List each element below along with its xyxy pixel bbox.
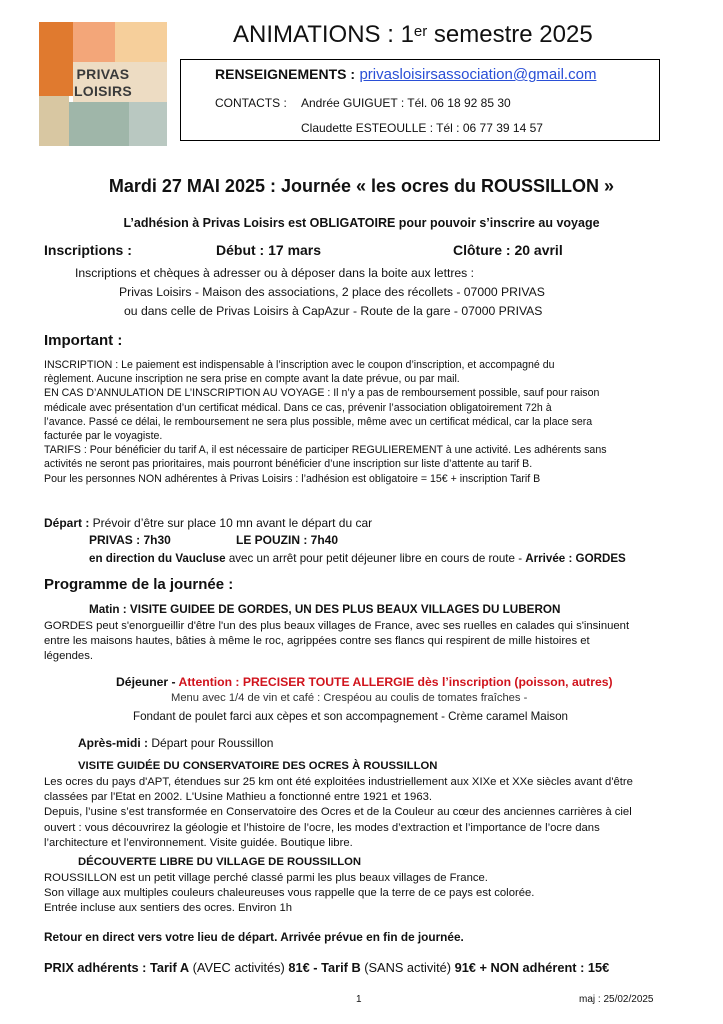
visite-line: classées par l'Etat en 2002. L'Usine Mathieu a fonctionné entre 1921 et 1963. <box>44 791 433 804</box>
decouverte-line: ROUSSILLON est un petit village perché classé parmi les plus beaux villages de France. <box>44 872 488 884</box>
menu-line-2: Fondant de poulet farci aux cèpes et son accompagnement - Crème caramel Maison <box>133 710 568 723</box>
contact-box <box>180 59 660 141</box>
contact-line-1 <box>215 96 511 110</box>
contacts-label: CONTACTS : <box>215 96 287 110</box>
depart-line <box>44 516 372 530</box>
update-date: maj : 25/02/2025 <box>579 994 654 1005</box>
visite-line: Les ocres du pays d'APT, étendues sur 25 km ont été exploitées industriellement aux XIXe et XXe siècles avant d'être <box>44 776 633 788</box>
important-line: facturée par le voyagiste. <box>44 430 163 443</box>
visite-line: Depuis, l’usine s’est transformée en Conservatoire des Ocres et de la Couleur au cœur des anciennes carrières à ciel <box>44 806 632 819</box>
direction-line <box>89 552 626 565</box>
retour-line: Retour en direct vers votre lieu de départ. Arrivée prévue en fin de journée. <box>44 930 464 944</box>
inscriptions-label: Inscriptions : <box>44 242 132 258</box>
important-line: TARIFS : Pour bénéficier du tarif A, il est nécessaire de participer REGULIEREMENT à une activité. Les adhérents sans <box>44 444 607 457</box>
inscriptions-debut: Début : 17 mars <box>216 242 322 258</box>
depart-pouzin: LE POUZIN : 7h40 <box>236 533 339 547</box>
important-heading: Important : <box>44 332 123 349</box>
prix-part-1: PRIX adhérents : Tarif A <box>44 960 190 975</box>
visite-title: VISITE GUIDÉE DU CONSERVATOIRE DES OCRES À ROUSSILLON <box>78 760 438 772</box>
depart-label: Départ : <box>44 516 90 530</box>
visite-line: ouvert : vous découvrirez la géologie et l’histoire de l’ocre, les modes d’extraction et l’importance de l’ocre dans <box>44 821 600 834</box>
inscriptions-line-2: Privas Loisirs - Maison des associations, 2 place des récollets - 07000 PRIVAS <box>119 285 545 299</box>
apres-midi-text: Départ pour Roussillon <box>148 736 274 750</box>
depart-text: Prévoir d’être sur place 10 mn avant le départ du car <box>89 516 373 530</box>
arrivee-label: Arrivée : GORDES <box>525 552 626 565</box>
programme-heading: Programme de la journée : <box>44 576 234 593</box>
prix-part-2: (AVEC activités) <box>189 960 289 975</box>
dejeuner-line <box>116 675 613 689</box>
visite-line: l’architecture et l’environnement. Visite guidée. Boutique libre. <box>44 836 353 849</box>
prix-part-5: 91€ + NON adhérent : 15€ <box>454 960 610 975</box>
page-title: ANIMATIONS : 1er semestre 2025 <box>233 21 593 48</box>
prix-line <box>44 960 609 975</box>
apres-midi-line <box>78 736 273 750</box>
page-number: 1 <box>356 994 362 1005</box>
privas-loisirs-logo <box>39 22 167 146</box>
mandatory-notice: L’adhésion à Privas Loisirs est OBLIGATOIRE pour pouvoir s’inscrire au voyage <box>123 216 600 230</box>
important-line: EN CAS D’ANNULATION DE L’INSCRIPTION AU VOYAGE : Il n’y a pas de remboursement possible, sauf pour raison <box>44 387 600 400</box>
direction-label: en direction du Vaucluse <box>89 552 226 565</box>
email-link[interactable]: privasloisirsassociation@gmail.com <box>359 66 597 83</box>
matin-text <box>44 619 629 665</box>
important-line: INSCRIPTION : Le paiement est indispensable à l’inscription avec le coupon d’inscription, et accompagné du <box>44 359 555 371</box>
menu-line-1: Menu avec 1/4 de vin et café : Crespéou au coulis de tomates fraîches - <box>171 692 528 704</box>
inscriptions-cloture: Clôture : 20 avril <box>453 242 563 258</box>
visite-text <box>44 775 633 851</box>
direction-text: avec un arrêt pour petit déjeuner libre en cours de route - <box>225 552 526 565</box>
decouverte-title: DÉCOUVERTE LIBRE DU VILLAGE DE ROUSSILLON <box>78 856 362 868</box>
logo-word-2: LOISIRS <box>73 83 133 99</box>
contact-1: Andrée GUIGUET : Tél. 06 18 92 85 30 <box>301 96 511 110</box>
inscriptions-line-3: ou dans celle de Privas Loisirs à CapAzur - Route de la gare - 07000 PRIVAS <box>124 304 543 318</box>
depart-privas: PRIVAS : 7h30 <box>89 533 171 547</box>
renseignements-line <box>215 66 596 84</box>
matin-line: GORDES peut s'enorgueillir d'être l'un des plus beaux villages de France, avec ses ruelles en calades qui s'insinuent <box>44 620 630 632</box>
important-line: activités ne seront pas prioritaires, mais pourront bénéficier d’une inscription sur liste d’attente au tarif B. <box>44 458 533 471</box>
matin-line: entre les maisons hautes, bâties à même le roc, agrippées contre ses flancs qui respirent de mille histoires et <box>44 635 590 648</box>
important-line: règlement. Aucune inscription ne sera prise en compte avant la date prévue, ou par mail. <box>44 373 460 386</box>
important-line: Pour les personnes NON adhérentes à Privas Loisirs : l’adhésion est obligatoire = 15€ + inscription Tarif B <box>44 472 541 485</box>
event-title: Mardi 27 MAI 2025 : Journée « les ocres du ROUSSILLON » <box>108 176 615 196</box>
prix-part-4: (SANS activité) <box>360 960 455 975</box>
apres-midi-label: Après-midi : <box>78 736 149 750</box>
important-line: médicale avec présentation d’un certificat médical. Dans ce cas, prévenir l’association obligatoirement 72h à <box>44 401 552 414</box>
matin-title: Matin : VISITE GUIDEE DE GORDES, UN DES PLUS BEAUX VILLAGES DU LUBERON <box>89 603 561 616</box>
inscriptions-line-1: Inscriptions et chèques à adresser ou à déposer dans la boite aux lettres : <box>75 266 475 280</box>
decouverte-line: Entrée incluse aux sentiers des ocres. Environ 1h <box>44 902 293 915</box>
contact-2: Claudette ESTEOULLE : Tél : 06 77 39 14 57 <box>301 121 543 135</box>
dejeuner-label: Déjeuner - <box>116 675 179 689</box>
decouverte-text <box>44 871 534 917</box>
prix-part-3: 81€ - Tarif B <box>288 960 361 975</box>
important-text <box>44 358 607 486</box>
important-line: l’avance. Passé ce délai, le remboursement ne sera plus possible, même avec un certificat médical, car la place sera <box>44 415 593 428</box>
logo-word-1: PRIVAS <box>76 66 130 82</box>
renseignements-label: RENSEIGNEMENTS : <box>215 66 356 82</box>
allergy-warning: Attention : PRECISER TOUTE ALLERGIE dès l’inscription (poisson, autres) <box>178 675 613 689</box>
decouverte-line: Son village aux multiples couleurs chaleureuses vous rappelle que la terre de ce pays est colorée. <box>44 887 535 900</box>
matin-line: légendes. <box>44 650 93 663</box>
